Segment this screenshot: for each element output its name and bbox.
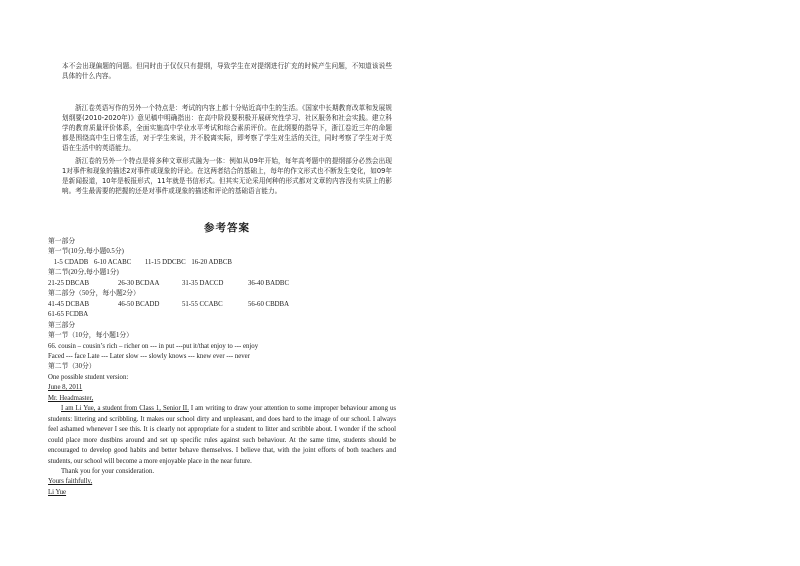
letter-thanks: Thank you for your consideration. <box>61 467 155 475</box>
part3-sec2-heading: 第二节（30分） <box>48 363 96 371</box>
letter-closing: Yours faithfully, <box>48 478 93 486</box>
answer-key <box>48 237 396 498</box>
part1-heading: 第一部分 <box>48 238 76 245</box>
answer-group: 36-40 BADBC <box>248 279 289 287</box>
answer-group: 1-5 CDADB <box>53 258 89 266</box>
letter-salutation: Mr. Headmaster, <box>48 394 94 402</box>
part3-sec1-heading: 第一节（10分，每小题1分） <box>48 332 133 340</box>
word-corrections-1: 66. cousin – cousin’s rich – richer on --- in put ---put it/that enjoy to --- enjoy <box>48 342 259 350</box>
letter-body <box>48 404 396 477</box>
part2-answers <box>48 300 396 310</box>
answer-group: 31-35 DACCD <box>182 279 224 287</box>
word-corrections-2: Faced --- face Late --- Later slow --- slowly knows --- knew ever --- never <box>48 352 250 360</box>
sample-version-label: One possible student version: <box>48 373 129 381</box>
intro-paragraph-1 <box>62 103 392 153</box>
part2-heading: 第二部分（50分，每小题2分） <box>48 290 140 298</box>
intro-text-2: 浙江卷的另外一个特点是将多种文章形式融为一体：例如从09年开始，每年高考题中的提纲部分必然会出现1对事件和现象的描述2对事件或现象的评论。在这两者结合的基础上，每年的作文形式也不断发生变化，如09年是新闻报道，10年是板报形式，11年就是书信形式。但其实无论采用何种的形式都对文章的内容没有实质上的影响。考生最需要的把握的还是对事件或现象的描述和评论的基础语言能力。 <box>62 157 392 195</box>
letter-signature: Li Yue <box>48 488 67 496</box>
answer-group: 16-20 ADBCB <box>191 258 232 266</box>
sec1-heading: 第一节(10分,每小题0.5分) <box>48 248 124 256</box>
sec1-answers <box>48 258 396 268</box>
answer-group: 46-50 BCADD <box>118 300 160 308</box>
answer-group: 56-60 CBDBA <box>248 300 289 308</box>
answers-title: 参考答案 <box>204 222 250 234</box>
intro-text-1: 浙江卷英语写作的另外一个特点是：考试的内容上都十分贴近高中生的生活。《国家中长期教育改革和发展规划纲要(2010-2020年)》意见稿中明确指出：在高中阶段要积极开展研究性学习、社区服务和社会实践。建立科学的教育质量评价体系，全面实施高中学业水平考试和综合素质评价。在此纲要的指导下，浙江卷近三年的命题都是围绕高中生日常生活，对于学生来说，并不脱离实际，即考察了学生对生活的关注，同时考察了学生对于英语在生活中的英语能力。 <box>62 104 392 152</box>
letter-intro-sentence: I am Li Yue, a student from Class 1, Senior II. <box>61 405 189 413</box>
letter-date: June 8, 2011 <box>48 384 83 392</box>
letter-body-text: I am writing to draw your attention to some improper behaviour among us students: littering and scribbling. It makes our school dirty and unpleasant, and does hard to the image of our school. I always feel ashamed whenever I see this. It is clearly not appropriate for a student to litter and scribble about. I wonder if the school could place more dustbins around and set up specific rules against such behaviour. At the same time, students should be encouraged to develop good habits and better behave themselves. I believe that, with the joint efforts of both teachers and students, our school will become a more enjoyable place in the near future. <box>48 405 396 465</box>
intro-paragraph-0 <box>62 61 392 81</box>
intro-paragraph-2 <box>62 156 392 196</box>
part3-heading: 第三部分 <box>48 321 76 329</box>
answer-group: 41-45 DCBAB <box>48 300 89 308</box>
sec2-answers <box>48 279 396 289</box>
part2-extra-answers: 61-65 FCDBA <box>48 311 89 319</box>
intro-text-0: 本不会出现偏题的问题。但同时由于仅仅只有提纲，导致学生在对提纲进行扩充的时候产生问题，不知道该说些具体的什么内容。 <box>62 62 392 80</box>
sec2-heading: 第二节(20分,每小题1分) <box>48 269 119 277</box>
answer-group: 51-55 CCABC <box>182 300 223 308</box>
answer-group: 11-15 DDCBC <box>144 258 186 266</box>
answer-group: 21-25 DBCAB <box>48 279 89 287</box>
answer-group: 26-30 BCDAA <box>118 279 160 287</box>
answer-group: 6-10 ACABC <box>93 258 132 266</box>
